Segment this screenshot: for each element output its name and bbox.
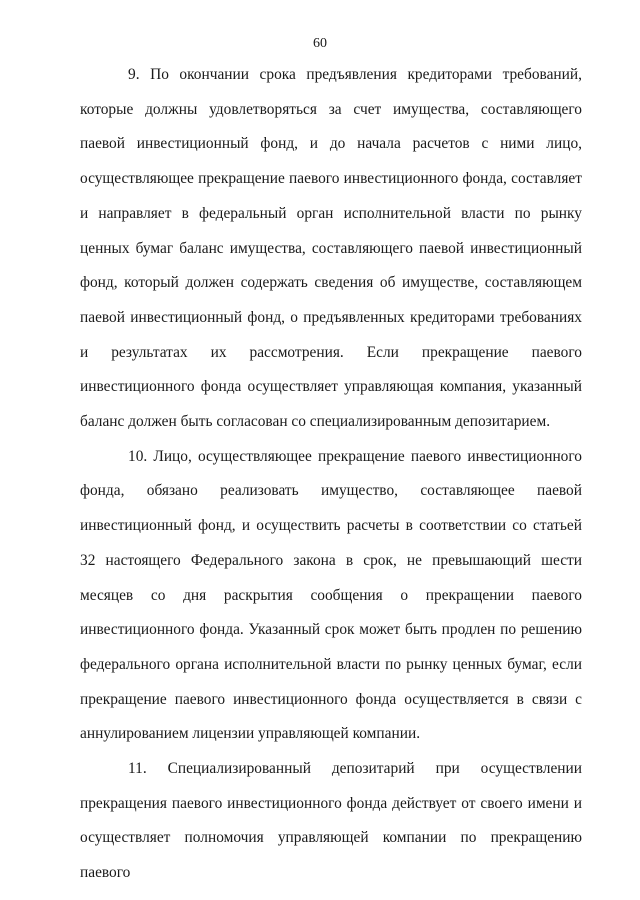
page-number: 60	[313, 36, 327, 51]
paragraph-9: 9. По окончании срока предъявления кредиторами требований, которые должны удовлетворяться за счет имущества, составляющего паевой инвестиционный фонд, и до начала расчетов с ними лицо, осуществляющее прекращение паевого инвестиционного фонда, составляет и направляет в федеральный орган исполнительной власти по рынку ценных бумаг баланс имущества, составляющего паевой инвестиционный фонд, который должен содержать сведения об имуществе, составляющем паевой инвестиционный фонд, о предъявленных кредиторами требованиях и результатах их рассмотрения. Если прекращение паевого инвестиционного фонда осуществляет управляющая компания, указанный баланс должен быть согласован со специализированным депозитарием.	[80, 66, 582, 431]
document-body	[80, 58, 582, 891]
paragraph-11: 11. Специализированный депозитарий при осуществлении прекращения паевого инвестиционного фонда действует от своего имени и осуществляет полномочия управляющей компании по прекращению паевого	[80, 760, 582, 882]
paragraph-10: 10. Лицо, осуществляющее прекращение паевого инвестиционного фонда, обязано реализовать имущество, составляющее паевой инвестиционный фонд, и осуществить расчеты в соответствии со статьей 32 настоящего Федерального закона в срок, не превышающий шести месяцев со дня раскрытия сообщения о прекращении паевого инвестиционного фонда. Указанный срок может быть продлен по решению федерального органа исполнительной власти по рынку ценных бумаг, если прекращение паевого инвестиционного фонда осуществляется в связи с аннулированием лицензии управляющей компании.	[80, 447, 582, 743]
